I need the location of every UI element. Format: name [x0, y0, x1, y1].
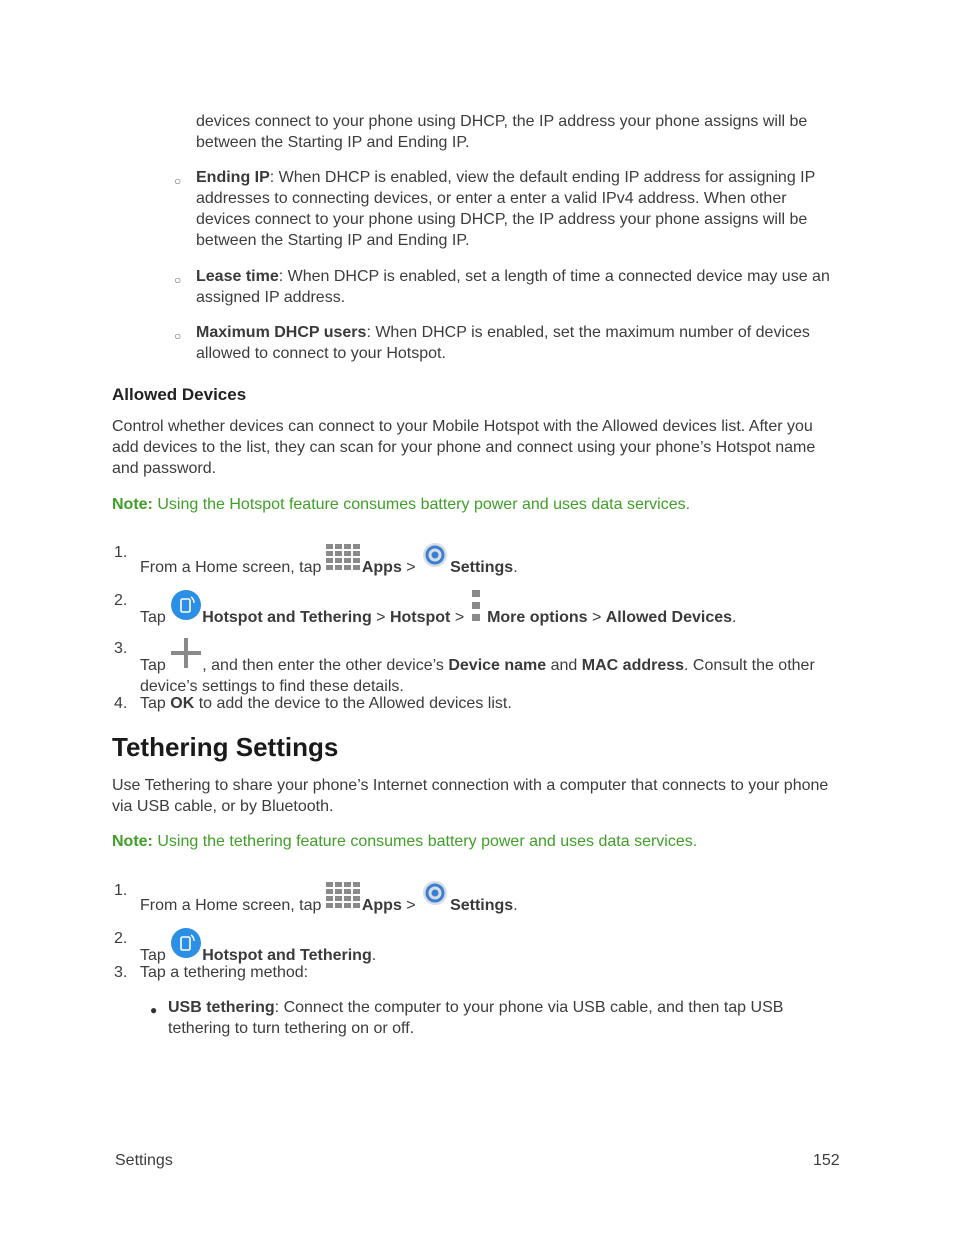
step-number: 1.: [114, 544, 128, 561]
step-number: 3.: [114, 640, 128, 657]
note-tethering: Note: Using the tethering feature consumes battery power and uses data services.: [112, 833, 698, 850]
footer-section: Settings: [115, 1152, 173, 1169]
step-a2: Tap Hotspot and Tethering > Hotspot > More options > Allowed Devices.: [140, 590, 845, 628]
page-number: 152: [813, 1152, 840, 1169]
step-number: 4.: [114, 695, 128, 712]
settings-gear-icon: [420, 880, 450, 916]
sub-item-ending-ip: Ending IP: When DHCP is enabled, view the default ending IP address for assigning IP addresses to connecting devices, or enter a enter a valid IPv4 address. When other devices connect to your phone using DHCP, the IP address your phone assigns will be between the Starting IP and Ending IP.: [196, 169, 815, 249]
tethering-intro: Use Tethering to share your phone’s Internet connection with a computer that connects to your phone via USB cable, or by Bluetooth.: [112, 777, 829, 815]
step-number: 2.: [114, 592, 128, 609]
section-heading-tethering-settings: Tethering Settings: [112, 732, 339, 762]
circle-bullet: ○: [174, 329, 182, 343]
apps-grid-icon: [326, 880, 362, 916]
section-heading-allowed-devices: Allowed Devices: [112, 385, 247, 404]
step-b1: From a Home screen, tap Apps > Settings.: [140, 880, 845, 916]
dot-bullet: ●: [150, 1003, 158, 1017]
apps-grid-icon: [326, 542, 362, 578]
step-b3: Tap a tethering method:: [140, 964, 309, 981]
settings-gear-icon: [420, 542, 450, 578]
add-plus-icon: [170, 638, 202, 676]
continued-text: devices connect to your phone using DHCP, the IP address your phone assigns will be between the Starting IP and Ending IP.: [196, 113, 808, 151]
step-a1: From a Home screen, tap Apps > Settings.: [140, 542, 845, 578]
step-number: 1.: [114, 882, 128, 899]
allowed-intro: Control whether devices can connect to your Mobile Hotspot with the Allowed devices list. After you add devices to the list, they can scan for your phone and connect using your phone’s Hotspot name and password.: [112, 418, 816, 477]
circle-bullet: ○: [174, 174, 182, 188]
sub-item-lease-time: Lease time: When DHCP is enabled, set a length of time a connected device may use an assigned IP address.: [196, 268, 830, 306]
note-hotspot: Note: Using the Hotspot feature consumes battery power and uses data services.: [112, 496, 691, 513]
step-a3: Tap , and then enter the other device’s Device name and MAC address. Consult the other device’s settings to find these details.: [140, 638, 845, 697]
more-options-icon: [469, 590, 483, 628]
step-b2: Tap Hotspot and Tethering.: [140, 928, 845, 966]
hotspot-tethering-icon: [170, 590, 202, 628]
step-number: 2.: [114, 930, 128, 947]
step-number: 3.: [114, 964, 128, 981]
sub-item-max-dhcp: Maximum DHCP users: When DHCP is enabled, set the maximum number of devices allowed to connect to your Hotspot.: [196, 324, 810, 362]
circle-bullet: ○: [174, 273, 182, 287]
usb-tethering-item: USB tethering: Connect the computer to your phone via USB cable, and then tap USB tethering to turn tethering on or off.: [168, 999, 784, 1037]
step-a4: Tap OK to add the device to the Allowed devices list.: [140, 695, 512, 712]
hotspot-tethering-icon: [170, 928, 202, 966]
